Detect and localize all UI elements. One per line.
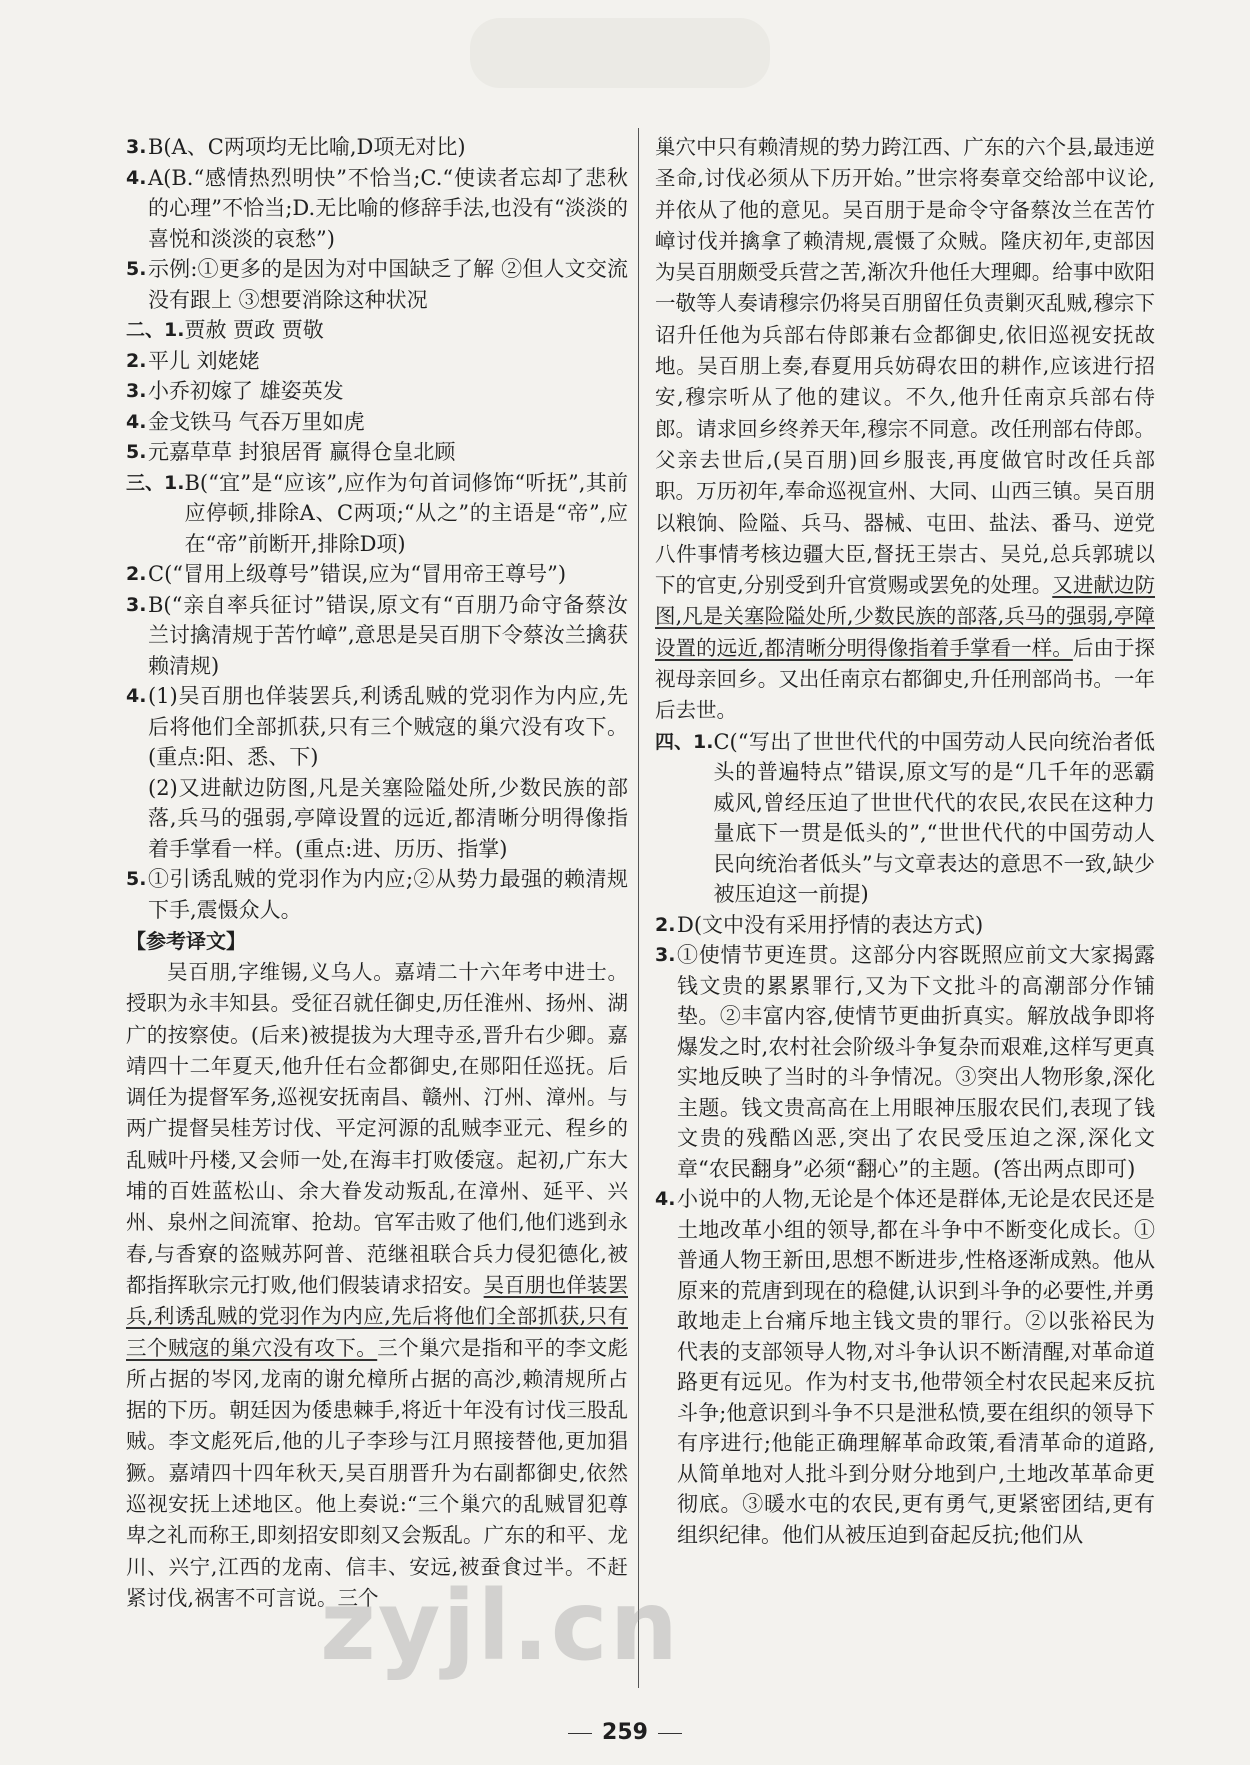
item-number: 3. — [126, 136, 147, 158]
item-text: 元嘉草草 封狼居胥 赢得仓皇北顾 — [148, 440, 456, 464]
item-number: 二、1. — [126, 319, 185, 341]
right-column — [655, 132, 1155, 1550]
underlined-translation: 吴百朋也佯装罢兵,利诱乱贼的党羽作为内应,先后将他们全部抓获,只有三个贼寇的巢穴没有攻下。 — [126, 1272, 629, 1360]
item-number: 4. — [126, 685, 147, 707]
underlined-translation: 又进献边防图,凡是关塞险隘处所,少数民族的部落,兵马的强弱,亭障设置的远近,都清晰分明得像指着手掌看一样。 — [655, 573, 1156, 660]
translation-text: 后由于探视母亲回乡。又出任南京右都御史,升任刑部尚书。一年后去世。 — [655, 635, 1156, 723]
item-text: (1)吴百朋也佯装罢兵,利诱乱贼的党羽作为内应,先后将他们全部抓获,只有三个贼寇的巢穴没有攻下。(重点:阳、悉、下) — [148, 684, 628, 769]
item-text: B(“亲自率兵征讨”错误,原文有“百朋乃命守备蔡汝兰讨擒清规于苦竹嶂”,意思是吴百朋下令蔡汝兰擒获赖清规) — [148, 592, 628, 678]
answer-item — [126, 468, 628, 560]
item-number: 4. — [126, 166, 147, 189]
answer-item — [655, 910, 1155, 941]
answer-item — [126, 559, 628, 590]
answer-item — [126, 346, 628, 377]
translation-text: 吴百朋,字维锡,义乌人。嘉靖二十六年考中进士。授职为永丰知县。受征召就任御史,历任淮州、扬州、湖广的按察使。(后来)被提拔为大理寺丞,晋升右少卿。嘉靖四十二年夏天,他升任右佥都御史,在郧阳任巡抚。后调任为提督军务,巡视安抚南昌、赣州、汀州、漳州。与两广提督吴桂芳讨伐、平定河源的乱贼李亚元、程乡的乱贼叶丹楼,又会师一处,在海丰打败倭寇。起初,广东大埔的百姓蓝松山、余大眷发动叛乱,在漳州、延平、兴州、泉州之间流窜、抢劫。官军击败了他们,他们逃到永春,与香寮的盗贼苏阿普、范继祖联合兵力侵犯德化,被都指挥耿宗元打败,他们假装请求招安。 — [126, 960, 628, 1297]
page-number: 259 — [0, 1720, 1250, 1745]
item-number: 5. — [126, 868, 147, 890]
item-text: D(文中没有采用抒情的表达方式) — [677, 912, 984, 937]
answer-item — [126, 864, 628, 925]
translation-text: 巢穴中只有赖清规的势力跨江西、广东的六个县,最违逆圣命,讨伐必须从下历开始。”世宗将奏章交给部中议论,并依从了他的意见。吴百朋于是命令守备蔡汝兰在苦竹嶂讨伐并擒拿了赖清规,震慑了众贼。隆庆初年,吏部因为吴百朋颇受兵营之苦,渐次升他任大理卿。给事中欧阳一敬等人奏请穆宗仍将吴百朋留任负责剿灭乱贼,穆宗下诏升任他为兵部右侍郎兼右佥都御史,依旧巡视安抚故地。吴百朋上奏,春夏用兵妨碍农田的耕作,应该进行招安,穆宗听从了他的建议。不久,他升任南京兵部右侍郎。请求回乡终养天年,穆宗不同意。改任刑部右侍郎。父亲去世后,(吴百朋)回乡服丧,再度做官时改任兵部职。万历初年,奉命巡视宣州、大同、山西三镇。吴百朋以粮饷、险隘、兵马、器械、屯田、盐法、番马、逆党八件事情考核边疆大臣,督抚王崇古、吴兑,总兵郭琥以下的官吏,分别受到升官赏赐或罢免的处理。 — [655, 135, 1155, 598]
answer-item — [126, 132, 628, 163]
item-text: 小说中的人物,无论是个体还是群体,无论是农民还是土地改革小组的领导,都在斗争中不断变化成长。①普通人物王新田,思想不断进步,性格逐渐成熟。他从原来的荒唐到现在的稳健,认识到斗争的必要性,并勇敢地走上台痛斥地主钱文贵的罪行。②以张裕民为代表的支部领导人物,对斗争认识不断清醒,对革命道路更有远见。作为村支书,他带领全村农民起来反抗斗争;他意识到斗争不只是泄私愤,要在组织的领导下有序进行;他能正确理解革命政策,看清革命的道路,从简单地对人批斗到分财分地到户,土地改革革命更彻底。③暖水屯的农民,更有勇气,更紧密团结,更有组织纪律。他们从被压迫到奋起反抗;他们从 — [677, 1187, 1155, 1547]
item-number: 四、1. — [655, 730, 714, 753]
item-number: 3. — [126, 380, 147, 402]
column-divider — [638, 128, 639, 1688]
translation-text: 三个巢穴是指和平的李文彪所占据的岑冈,龙南的谢允樟所占据的高沙,赖清规所占据的下历。朝廷因为倭患棘手,将近十年没有讨伐三股乱贼。李文彪死后,他的儿子李珍与江月照接替他,更加猖獗。嘉靖四十四年秋天,吴百朋晋升为右副都御史,依然巡视安抚上述地区。他上奏说:“三个巢穴的乱贼冒犯尊卑之礼而称王,即刻招安即刻又会叛乱。广东的和平、龙川、兴宁,江西的龙南、信丰、安远,被蚕食过半。不赶紧讨伐,祸害不可言说。三个 — [126, 1335, 629, 1610]
item-number: 4. — [655, 1188, 676, 1211]
item-text: C(“冒用上级尊号”错误,应为“冒用帝王尊号”) — [148, 562, 567, 586]
item-number: 5. — [126, 441, 147, 463]
answer-item — [126, 773, 628, 865]
left-column — [126, 132, 628, 1614]
reference-translation-heading: 【参考译文】 — [126, 929, 246, 953]
item-text: A(B.“感情热烈明快”不恰当;C.“使读者忘却了悲秋的心理”不恰当;D.无比喻的修辞手法,也没有“淡淡的喜悦和淡淡的哀愁”) — [148, 165, 628, 251]
translation-paragraph — [655, 132, 1155, 727]
item-text: B(“宜”是“应该”,应作为句首词修饰“听抚”,其前应停顿,排除A、C两项;“从之”的主语是“帝”,应在“帝”前断开,排除D项) — [184, 470, 628, 556]
header-logo-smudge — [470, 18, 770, 88]
item-number: 2. — [126, 349, 147, 372]
answer-item — [126, 437, 628, 468]
item-text: 平儿 刘姥姥 — [148, 348, 260, 373]
answer-item — [655, 727, 1155, 910]
answer-item — [126, 315, 628, 346]
item-number: 3. — [655, 944, 676, 967]
item-number: 三、1. — [126, 471, 185, 494]
answer-item — [126, 254, 628, 315]
translation-paragraph — [126, 957, 628, 1614]
watermark: zyjl.cn — [320, 1570, 680, 1682]
item-number: 5. — [126, 258, 147, 280]
answer-item — [655, 940, 1155, 1184]
answer-item — [126, 376, 628, 407]
item-text: 金戈铁马 气吞万里如虎 — [148, 409, 365, 434]
item-text: B(A、C两项均无比喻,D项无对比) — [148, 135, 466, 159]
item-number: 4. — [126, 410, 147, 433]
item-text: ①使情节更连贯。这部分内容既照应前文大家揭露钱文贵的累累罪行,又为下文批斗的高潮部分作铺垫。②丰富内容,使情节更曲折真实。解放战争即将爆发之时,农村社会阶级斗争复杂而艰难,这样写更真实地反映了当时的斗争情况。③突出人物形象,深化主题。钱文贵高高在上用眼神压服农民们,表现了钱文贵的残酷凶恶,突出了农民受压迫之深,深化文章“农民翻身”必须“翻心”的主题。(答出两点即可) — [677, 943, 1155, 1181]
item-text: (2)又进献边防图,凡是关塞险隘处所,少数民族的部落,兵马的强弱,亭障设置的远近,都清晰分明得像指着手掌看一样。(重点:进、历历、指掌) — [148, 775, 628, 861]
item-text: C(“写出了世世代代的中国劳动人民向统治者低头的普遍特点”错误,原文写的是“几千年的恶霸威风,曾经压迫了世世代代的农民,农民在这种力量底下一贯是低头的”,“世世代代的中国劳动人民向统治者低头”与文章表达的意思不一致,缺少被压迫这一前提) — [713, 729, 1155, 907]
item-text: ①引诱乱贼的党羽作为内应;②从势力最强的赖清规下手,震慑众人。 — [148, 867, 628, 922]
item-text: 贾赦 贾政 贾敬 — [184, 318, 324, 342]
answer-item — [655, 1184, 1155, 1550]
answer-item — [126, 590, 628, 682]
item-number: 3. — [126, 593, 147, 616]
item-number: 2. — [655, 913, 676, 936]
item-text: 小乔初嫁了 雄姿英发 — [148, 379, 344, 403]
answer-item — [126, 681, 628, 773]
item-text: 示例:①更多的是因为对中国缺乏了解 ②但人文交流没有跟上 ③想要消除这种状况 — [148, 257, 628, 312]
item-number — [126, 773, 148, 865]
item-number: 2. — [126, 563, 147, 585]
answer-item — [126, 163, 628, 255]
answer-item — [126, 407, 628, 438]
